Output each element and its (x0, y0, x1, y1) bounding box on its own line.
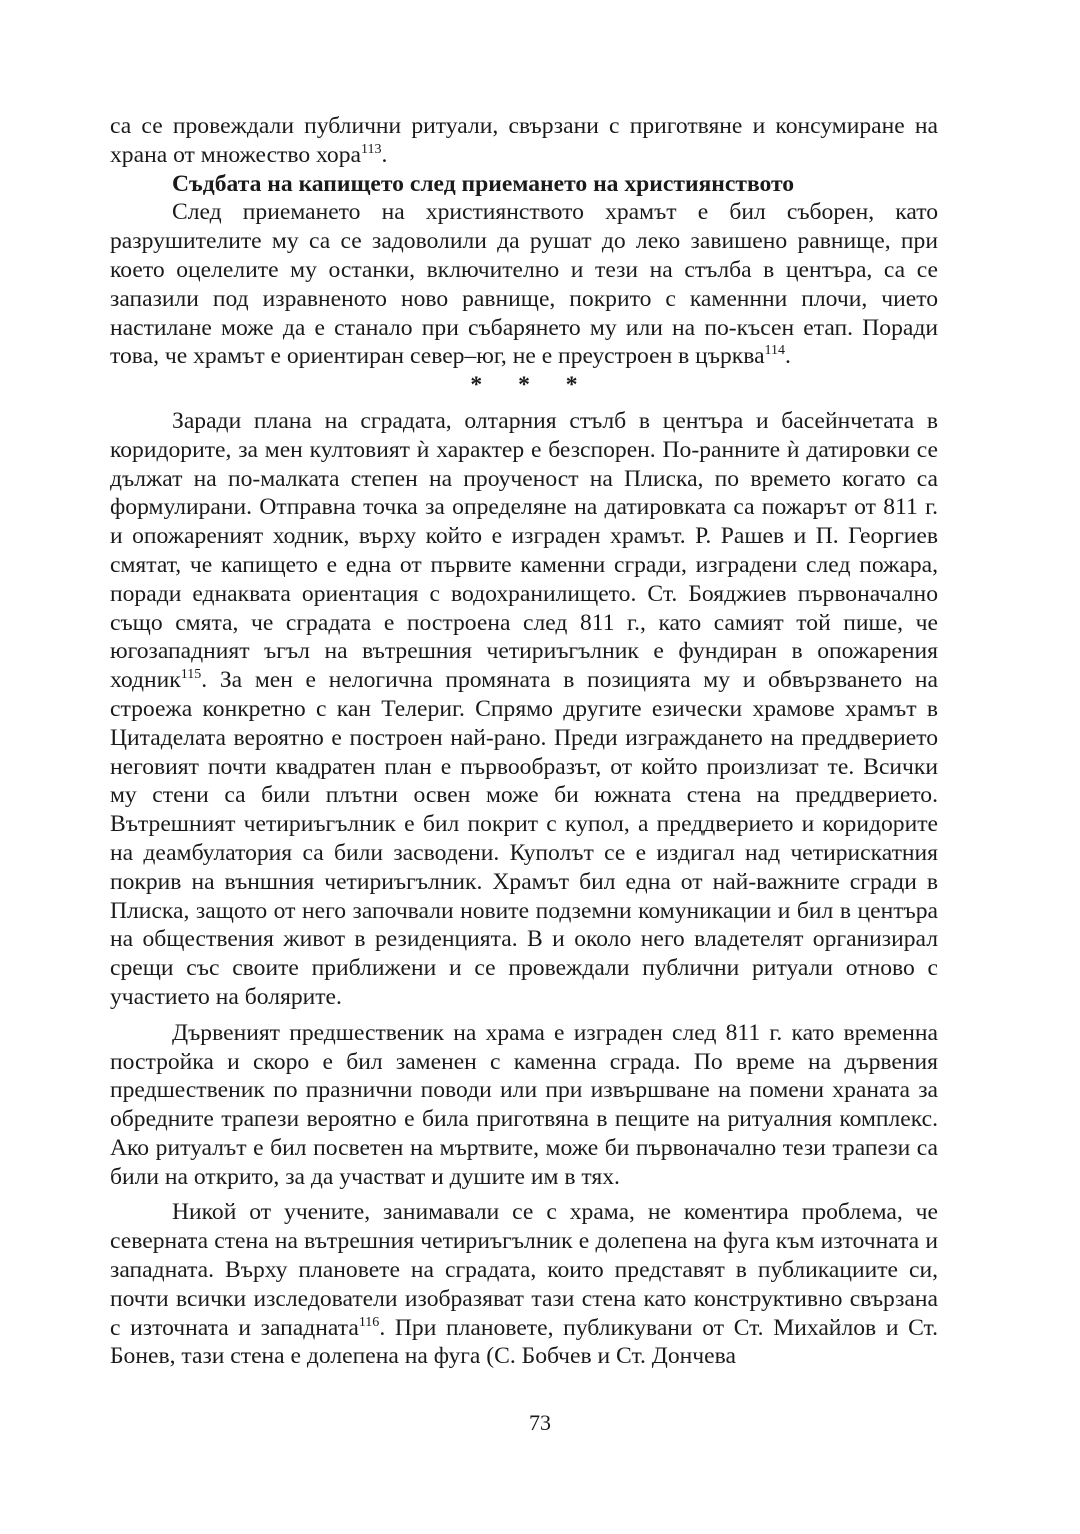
page-body (110, 112, 938, 1371)
section-separator: * * * (470, 372, 578, 399)
section-heading: Съдбата на капището след приемането на християнството (172, 170, 795, 197)
paragraph: След приемането на християнството храмът е бил съборен, като разрушителите му са се задоволили да рушат до леко завишено равнище, при което оцелелите му останки, включително и тези на стълба в центъра, са се запазили под изравненото ново равнище, покрито с каменнни плочи, чието настилане може да е станало при събарянето му или на по-късен етап. Поради това, че храмът е ориентиран север–юг, не е преустроен в църква$^{114}$. (110, 199, 938, 370)
paragraph: Никой от учените, занимавали се с храма, не коментира проблема, че северната стена на вътрешния четириъгълник е долепена на фуга към източната и западната. Върху плановете на сградата, които представят в публикациите си, почти всички изследователи изобразяват тази стена като конструктивно свързана с източната и западната$^{116}$. При плановете, публикувани от Ст. Михайлов и Ст. Бонев, тази стена е долепена на фуга (С. Бобчев и Ст. Дончева (110, 1199, 938, 1370)
paragraph: Дървеният предшественик на храма е изграден след 811 г. като временна постройка и скоро е бил заменен с каменна сграда. По време на дървения предшественик по празнични поводи или при извършване на помени храната за обредните трапези вероятно е била приготвяна в пещите на ритуалния комплекс. Ако ритуалът е бил посветен на мъртвите, може би първоначално тези трапези са били на открито, за да участват и душите им в тях. (110, 1019, 938, 1190)
paragraph-continued: са се провеждали публични ритуали, свързани с приготвяне и консумиране на храна от множество хора$^{113}$. (110, 113, 938, 168)
footnote-ref: 113 (361, 141, 382, 157)
paragraph: Заради плана на сградата, олтарния стълб в центъра и басейнчетата в коридорите, за мен култовият ѝ характер е безспорен. По-ранните ѝ датировки се дължат на по-малката степен на проученост на Плиска, по времето когато са формулирани. Отправна точка за определяне на датировката са пожарът от 811 г. и опожареният ходник, върху който е изграден храмът. Р. Рашев и П. Георгиев смятат, че капището е една от първите каменни сгради, изградени след пожара, поради еднаквата ориентация с водохранилището. Ст. Бояджиев първоначално също смята, че сградата е построена след 811 г., като самият той пише, че югозападният ъгъл на вътрешния четириъгълник е фундиран в опожарения ходник$^{115}$. За мен е нелогична промяната в позицията му и обвързването на строежа конкретно с кан Телериг. Спрямо другите езически храмове храмът в Цитаделата вероятно е построен най-рано. Преди изграждането на преддверието неговият почти квадратен план е първообразът, от който произлизат те. Всички му стени са били плътни освен може би южната стена на преддверието. Вътрешният четириъгълник е бил покрит с купол, а преддверието и коридорите на деамбулатория са били засводени. Куполът се е издигал над четирискатния покрив на външния четириъгълник. Храмът бил една от най-важните сгради в Плиска, защото от него започвали новите подземни комуникации и бил в центъра на обществения живот в резиденцията. В и около него владетелят организирал срещи със своите приближени и се провеждали публични ритуали отново с участието на болярите. (110, 407, 938, 1010)
page-number: 73 (529, 1410, 551, 1435)
footnote-ref: 115 (180, 667, 202, 683)
footnote-ref: 114 (764, 343, 786, 359)
footnote-ref: 116 (358, 1314, 380, 1330)
